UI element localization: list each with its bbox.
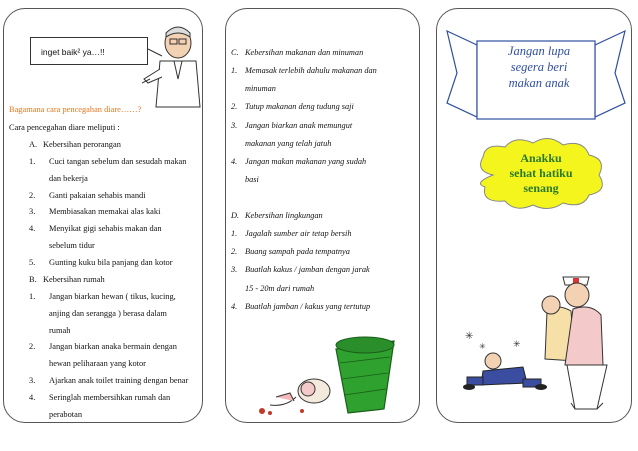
banner-line-3: makan anak <box>508 76 570 90</box>
list-item-number: 4. <box>29 392 36 402</box>
list-item-text: makanan yang telah jatuh <box>245 138 332 148</box>
list-item-text: Ajarkan anak toilet training dengan benar <box>49 376 189 385</box>
list-item-number: 3. <box>29 376 36 385</box>
svg-text:✳: ✳ <box>465 331 474 342</box>
list-item-number: 4. <box>231 157 238 166</box>
list-item-text: Menyikat gigi sehabis makan dan <box>49 224 162 234</box>
panel-middle <box>225 8 420 423</box>
list-item-number: 2. <box>231 102 238 112</box>
list-item-number: 4. <box>231 301 238 311</box>
list-item-text: Buatlah jamban / kakus yang tertutup <box>245 301 371 311</box>
panel-right <box>436 8 632 423</box>
section-b-title: Kebersihan rumah <box>43 275 105 284</box>
list-item-text: Ganti pakaian sehabis mandi <box>49 190 146 200</box>
list-item-number: 1. <box>29 292 36 301</box>
cloud-line-2: sehat hatiku <box>509 166 573 180</box>
section-a-title: Kebersihan perorangan <box>43 140 121 149</box>
lying-man-illustration <box>457 327 549 395</box>
list-item-text: Gunting kuku bila panjang dan kotor <box>49 257 173 267</box>
list-item-number: 2. <box>231 247 238 257</box>
list-item-text: Buang sampah pada tempatnya <box>245 247 350 257</box>
list-item-number: 2. <box>29 190 36 200</box>
svg-text:✳: ✳ <box>479 342 486 351</box>
list-item-text: Jagalah sumber air tetap bersih <box>245 229 352 238</box>
section-d-label: D. <box>231 211 240 220</box>
list-item-number: 1. <box>29 157 36 166</box>
list-item-text: Jangan biarkan anaka bermain dengan <box>49 342 177 352</box>
list-item-number: 4. <box>29 224 36 234</box>
list-item-number: 3. <box>29 207 36 217</box>
list-item-text: 15 - 20m dari rumah <box>245 283 315 293</box>
section-d-title: Kebersihan lingkungan <box>245 211 323 220</box>
list-item-text: rumah <box>49 325 71 335</box>
section-c-title: Kebersihan makanan dan minuman <box>245 48 364 57</box>
list-item-text: sebelum tidur <box>49 241 95 250</box>
list-item-number: 1. <box>231 229 238 238</box>
list-item-text: basi <box>245 175 259 185</box>
list-item-text: Cuci tangan sebelum dan sesudah makan <box>49 157 187 166</box>
section-b-label: B. <box>29 275 37 284</box>
doctor-illustration <box>142 23 204 109</box>
cloud-text <box>481 151 601 196</box>
cloud-line-1: Anakku <box>520 151 562 165</box>
list-item-number: 5. <box>29 257 36 267</box>
list-item-text: hewan peliharaan yang kotor <box>49 359 146 369</box>
list-item-number: 3. <box>231 265 238 275</box>
list-item-number: 3. <box>231 120 238 130</box>
list-item-text: Buatlah kakus / jamban dengan jarak <box>245 265 370 275</box>
list-item-text: Jangan biarkan hewan ( tikus, kucing, <box>49 292 176 301</box>
list-item-number: 2. <box>29 342 36 352</box>
trash-bin-illustration <box>256 327 406 417</box>
list-item-text: anjing dan serangga ) berasa dalam <box>49 308 167 318</box>
svg-text:✳: ✳ <box>513 339 521 349</box>
section-a-label: A. <box>29 140 38 149</box>
list-item-text: perabotan <box>49 409 83 419</box>
banner-line-2: segera beri <box>510 60 568 74</box>
section-c-label: C. <box>231 48 239 57</box>
list-item-text: Memasak terlebih dahulu makanan dan <box>245 66 377 75</box>
list-item-text: Membiasakan memakai alas kaki <box>49 207 161 217</box>
list-item-text: dan bekerja <box>49 173 88 183</box>
list-item-text: Jangan makan makanan yang sudah <box>245 157 367 166</box>
speech-bubble: inget baik² ya…!! <box>30 37 148 65</box>
cloud-line-3: senang <box>523 181 559 195</box>
list-item-text: Jangan biarkan anak memungut <box>245 120 353 130</box>
nurse-illustration <box>537 271 629 411</box>
panel-left <box>3 8 203 423</box>
list-item-number: 1. <box>231 66 238 75</box>
banner-line-1: Jangan lupa <box>507 44 571 58</box>
list-item-text: minuman <box>245 84 276 94</box>
list-item-text: Tutup makanan deng tudung saji <box>245 102 354 112</box>
panel1-intro: Cara pencegahan diare meliputi : <box>9 123 120 132</box>
panel1-heading: Bagamana cara pencegahan diare……? <box>9 105 142 114</box>
list-item-text: Seringlah membersihkan rumah dan <box>49 392 171 402</box>
banner-text <box>479 43 599 91</box>
